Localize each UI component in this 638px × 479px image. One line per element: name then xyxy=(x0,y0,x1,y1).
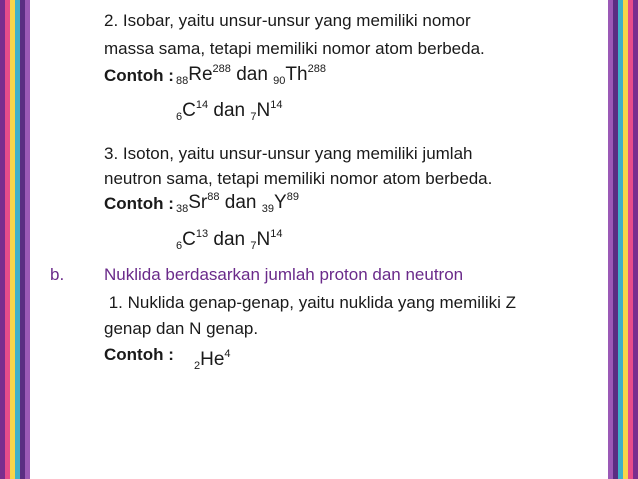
section-b-example-1 xyxy=(194,348,231,372)
isoton-line-1: 3. Isoton, yaitu unsur-unsur yang memiliki jumlah xyxy=(104,144,473,163)
isobar-example-1 xyxy=(176,63,326,87)
element-symbol: He xyxy=(200,349,225,370)
element-symbol: Th xyxy=(285,64,308,85)
element-symbol: C xyxy=(182,229,196,250)
atomic-number: 6 xyxy=(176,240,183,252)
section-b-contoh-label: Contoh : xyxy=(104,345,174,364)
isoton-line-2: neutron sama, tetapi memiliki nomor atom berbeda. xyxy=(104,169,493,188)
section-b-line-2: genap dan N genap. xyxy=(104,319,259,338)
conjunction: dan xyxy=(213,100,246,121)
section-b-line-1: 1. Nuklida genap-genap, yaitu nuklida yang memiliki Z xyxy=(104,293,517,312)
isoton-example-1 xyxy=(176,191,299,215)
element-symbol: N xyxy=(256,229,271,250)
atomic-number: 38 xyxy=(176,203,189,215)
mass-number: 89 xyxy=(286,191,299,203)
atomic-number: 88 xyxy=(176,75,189,87)
element-symbol: C xyxy=(182,100,196,121)
element-symbol: Y xyxy=(274,192,287,213)
atomic-number: 7 xyxy=(250,240,257,252)
stripe xyxy=(633,0,638,479)
mass-number: 288 xyxy=(212,63,231,75)
mass-number: 14 xyxy=(195,99,209,111)
mass-number: 288 xyxy=(307,63,326,75)
isobar-line-1: 2. Isobar, yaitu unsur-unsur yang memiliki nomor xyxy=(104,11,471,30)
conjunction: dan xyxy=(224,192,257,213)
element-symbol: Sr xyxy=(188,192,208,213)
left-decorative-stripes xyxy=(0,0,30,479)
section-b-heading: Nuklida berdasarkan jumlah proton dan neutron xyxy=(104,265,464,284)
element-symbol: Re xyxy=(188,64,213,85)
atomic-number: 90 xyxy=(273,75,286,87)
isobar-line-2: massa sama, tetapi memiliki nomor atom berbeda. xyxy=(104,39,485,58)
mass-number: 14 xyxy=(270,228,283,240)
mass-number: 13 xyxy=(195,228,209,240)
right-decorative-stripes xyxy=(608,0,638,479)
atomic-number: 7 xyxy=(250,111,257,123)
isobar-contoh-label: Contoh : xyxy=(104,66,174,85)
atomic-number: 39 xyxy=(261,203,275,215)
section-b-marker: b. xyxy=(50,265,65,284)
atomic-number: 6 xyxy=(176,111,183,123)
element-symbol: N xyxy=(256,100,271,121)
isoton-example-2 xyxy=(176,228,282,252)
mass-number: 88 xyxy=(207,191,220,203)
slide-content xyxy=(30,0,608,479)
mass-number: 14 xyxy=(270,99,283,111)
conjunction: dan xyxy=(213,229,246,250)
mass-number: 4 xyxy=(224,348,231,360)
conjunction: dan xyxy=(236,64,268,85)
atomic-number: 2 xyxy=(194,360,201,372)
isoton-contoh-label: Contoh : xyxy=(104,194,174,213)
isobar-example-2 xyxy=(176,99,282,123)
